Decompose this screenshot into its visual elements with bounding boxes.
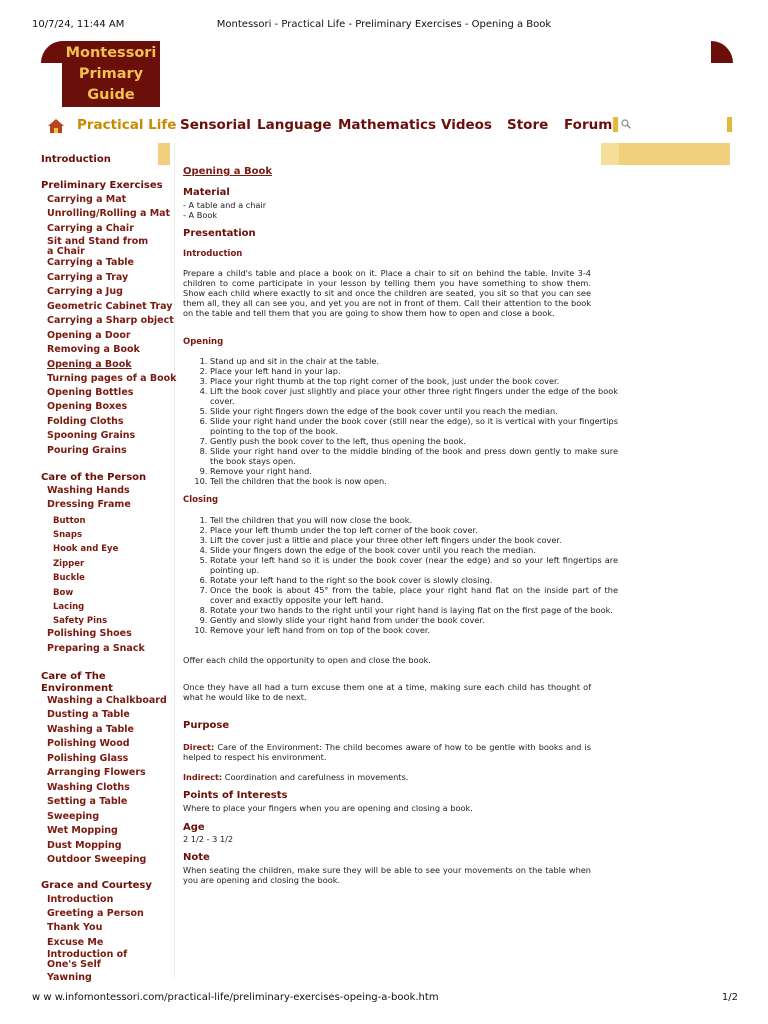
sidebar-subitem[interactable]: Zipper — [53, 559, 85, 569]
sidebar-item[interactable]: Excuse Me — [47, 937, 104, 948]
closing-step: 1. Tell the children that you will now close the book. — [210, 515, 618, 525]
sidebar-item[interactable]: Carrying a Chair — [47, 223, 134, 234]
sidebar-item[interactable]: Opening Bottles — [47, 387, 134, 398]
indirect-text: Coordination and carefulness in movements. — [224, 772, 409, 782]
sidebar-divider — [174, 143, 175, 979]
opening-step: 4. Lift the book cover just slightly and place your other three right fingers under the edge of the book cover. — [210, 386, 618, 406]
sidebar-item[interactable]: Opening Boxes — [47, 401, 128, 412]
sidebar-item[interactable]: Folding Cloths — [47, 416, 124, 427]
home-icon[interactable] — [47, 118, 65, 134]
purpose-heading: Purpose — [183, 720, 230, 731]
right-decoration-strip — [601, 143, 730, 165]
indirect-label: Indirect: — [183, 772, 223, 782]
opening-step: 7. Gently push the book cover to the left, thus opening the book. — [210, 436, 618, 446]
closing-step: 3. Lift the cover just a little and place your three other left fingers under the book cover. — [210, 535, 618, 545]
sidebar-item[interactable]: Polishing Wood — [47, 738, 130, 749]
excuse-text: Once they have all had a turn excuse them one at a time, making sure each child has thought of what he would like to de next. — [183, 682, 591, 702]
closing-step: 2. Place your left thumb under the top left corner of the book cover. — [210, 525, 618, 535]
closing-step: 7. Once the book is about 45° from the table, place your right hand flat on the inside part of the cover and exactly opposite your left hand. — [210, 585, 618, 605]
points-heading: Points of Interests — [183, 790, 288, 801]
closing-step: 5. Rotate your left hand so it is under the book cover (near the edge) and so your left fingertips are pointing up. — [210, 555, 618, 575]
sidebar-item[interactable]: Removing a Book — [47, 344, 140, 355]
sidebar-item[interactable]: Spooning Grains — [47, 430, 136, 441]
header-corner-decoration — [711, 41, 733, 63]
sidebar-section-environment[interactable]: Care of The Environment — [41, 671, 113, 694]
sidebar-introduction[interactable]: Introduction — [41, 154, 111, 165]
opening-step: 5. Slide your right fingers down the edge of the book cover until you reach the median. — [210, 406, 618, 416]
opening-step: 1. Stand up and sit in the chair at the table. — [210, 356, 618, 366]
sidebar-item[interactable]: Pouring Grains — [47, 445, 127, 456]
sidebar-item[interactable]: Polishing Glass — [47, 753, 129, 764]
nav-videos[interactable]: Videos — [441, 117, 492, 133]
sidebar-item[interactable]: Carrying a Mat — [47, 194, 127, 205]
material-heading: Material — [183, 187, 230, 198]
logo-text — [62, 41, 160, 107]
nav-forum[interactable]: Forum — [564, 117, 613, 133]
sidebar-item[interactable]: Dressing Frame — [47, 499, 131, 510]
opening-step: 9. Remove your right hand. — [210, 466, 618, 476]
nav-language[interactable]: Language — [257, 117, 332, 133]
logo-corner-decoration — [41, 41, 63, 63]
closing-heading: Closing — [183, 495, 219, 505]
sidebar-item-current[interactable]: Opening a Book — [47, 359, 132, 370]
nav-store[interactable]: Store — [507, 117, 549, 133]
sidebar-item[interactable]: Sweeping — [47, 811, 100, 822]
sidebar-subitem[interactable]: Buckle — [53, 573, 85, 583]
sidebar-item[interactable]: Wet Mopping — [47, 825, 118, 836]
sidebar-subitem[interactable]: Safety Pins — [53, 616, 108, 626]
age-heading: Age — [183, 822, 205, 833]
sidebar-item[interactable]: Carrying a Table — [47, 257, 134, 268]
nav-mathematics[interactable]: Mathematics — [338, 117, 437, 133]
closing-steps — [183, 515, 618, 635]
sidebar-item[interactable]: Turning pages of a Book — [47, 373, 177, 384]
print-page-title: Montessori - Practical Life - Preliminary Exercises - Opening a Book — [216, 19, 552, 30]
opening-step: 3. Place your right thumb at the top right corner of the book, just under the book cover. — [210, 376, 618, 386]
material-item: - A table and a chair — [183, 200, 267, 210]
sidebar-tab-decoration — [158, 143, 170, 165]
opening-heading: Opening — [183, 337, 224, 347]
nav-sensorial[interactable]: Sensorial — [180, 117, 251, 133]
article-title: Opening a Book — [183, 166, 272, 177]
print-page-number: 1/2 — [721, 992, 738, 1003]
sidebar-item[interactable]: Geometric Cabinet Tray — [47, 301, 173, 312]
opening-step: 10. Tell the children that the book is now open. — [210, 476, 618, 486]
nav-practical-life[interactable]: Practical Life — [77, 117, 177, 133]
closing-step: 6. Rotate your left hand to the right so the book cover is slowly closing. — [210, 575, 618, 585]
direct-purpose — [183, 742, 591, 762]
sidebar-item[interactable]: Washing Hands — [47, 485, 130, 496]
sidebar-section-preliminary[interactable]: Preliminary Exercises — [41, 180, 163, 191]
sidebar-item[interactable]: Preparing a Snack — [47, 643, 145, 654]
sidebar-item[interactable]: Yawning — [47, 972, 92, 983]
sidebar-subitem[interactable]: Button — [53, 516, 86, 526]
sidebar-item[interactable]: Sit and Stand from a Chair — [47, 236, 149, 257]
sidebar-item[interactable]: Dust Mopping — [47, 840, 122, 851]
sidebar-section-person[interactable]: Care of the Person — [41, 472, 147, 483]
logo-line-3: Guide — [87, 87, 135, 103]
search-box[interactable] — [613, 117, 732, 132]
presentation-heading: Presentation — [183, 228, 256, 239]
search-icon[interactable] — [621, 119, 631, 129]
logo-line-2: Primary — [78, 66, 144, 82]
indirect-purpose — [183, 772, 591, 782]
sidebar-item[interactable]: Arranging Flowers — [47, 767, 146, 778]
sidebar-item[interactable]: Setting a Table — [47, 796, 128, 807]
search-left-cap — [613, 117, 618, 132]
closing-step: 8. Rotate your two hands to the right until your right hand is laying flat on the first page of the book. — [210, 605, 618, 615]
sidebar-item[interactable]: Outdoor Sweeping — [47, 854, 147, 865]
sidebar-item[interactable]: Washing a Table — [47, 724, 134, 735]
closing-step: 9. Gently and slowly slide your right hand from under the book cover. — [210, 615, 618, 625]
print-url: w w w.infomontessori.com/practical-life/preliminary-exercises-opeing-a-book.htm — [32, 992, 439, 1003]
sidebar-subitem[interactable]: Snaps — [53, 530, 83, 540]
sidebar-item[interactable]: Carrying a Tray — [47, 272, 129, 283]
age-text: 2 1/2 - 3 1/2 — [183, 834, 234, 844]
sidebar-item[interactable]: Dusting a Table — [47, 709, 130, 720]
sidebar-section-grace[interactable]: Grace and Courtesy — [41, 880, 152, 891]
print-timestamp: 10/7/24, 11:44 AM — [32, 19, 125, 30]
site-logo[interactable] — [41, 41, 160, 107]
sidebar-item[interactable]: Polishing Shoes — [47, 628, 132, 639]
search-right-cap — [727, 117, 732, 132]
opening-step: 2. Place your left hand in your lap. — [210, 366, 618, 376]
sidebar-subitem[interactable]: Hook and Eye — [53, 544, 119, 554]
sidebar-subitem[interactable]: Lacing — [53, 602, 85, 612]
sidebar-item[interactable]: Introduction — [47, 894, 114, 905]
sidebar-item[interactable]: Washing a Chalkboard — [47, 695, 167, 706]
direct-text: Care of the Environment: The child becomes aware of how to be gentle with books and is helped to respect his environment. — [183, 742, 591, 762]
sidebar-item[interactable]: Greeting a Person — [47, 908, 144, 919]
sidebar-subitem[interactable]: Bow — [53, 588, 74, 598]
introduction-text: Prepare a child's table and place a book on it. Place a chair to sit on behind the table. Invite 3-4 children to come participate in your lesson by telling them you have something to show them. Show each child where exactly to sit and once the children are seated, you sit so that you can see them all, they all can see you, and yet you are not in front of them. Call their attention to the book on the table and tell them that you are going to show them how to open and close a book. — [183, 268, 591, 318]
points-text: Where to place your fingers when you are opening and closing a book. — [183, 803, 473, 813]
sidebar-item[interactable]: Opening a Door — [47, 330, 131, 341]
note-heading: Note — [183, 852, 210, 863]
opening-step: 6. Slide your right hand under the book cover (still near the edge), so it is vertical with your fingertips pointing to the top of the book. — [210, 416, 618, 436]
material-item: - A Book — [183, 210, 218, 220]
sidebar-item[interactable]: Carrying a Jug — [47, 286, 123, 297]
opening-steps — [183, 356, 618, 486]
sidebar-item[interactable]: Unrolling/Rolling a Mat — [47, 208, 171, 219]
note-text: When seating the children, make sure they will be able to see your movements on the table when you are opening and closing the book. — [183, 865, 591, 885]
sidebar-item[interactable]: Thank You — [47, 922, 103, 933]
closing-step: 10. Remove your left hand from on top of the book cover. — [210, 625, 618, 635]
introduction-heading: Introduction — [183, 249, 243, 259]
direct-label: Direct: — [183, 742, 215, 752]
offer-text: Offer each child the opportunity to open and close the book. — [183, 655, 431, 665]
sidebar-item[interactable]: Introduction of One's Self — [47, 949, 128, 970]
closing-step: 4. Slide your fingers down the edge of the book cover until you reach the median. — [210, 545, 618, 555]
sidebar-item[interactable]: Carrying a Sharp object — [47, 315, 174, 326]
logo-line-1: Montessori — [65, 45, 157, 61]
sidebar-item[interactable]: Washing Cloths — [47, 782, 130, 793]
print-header — [0, 19, 768, 33]
opening-step: 8. Slide your right hand over to the middle binding of the book and press down gently to make sure the book stays open. — [210, 446, 618, 466]
